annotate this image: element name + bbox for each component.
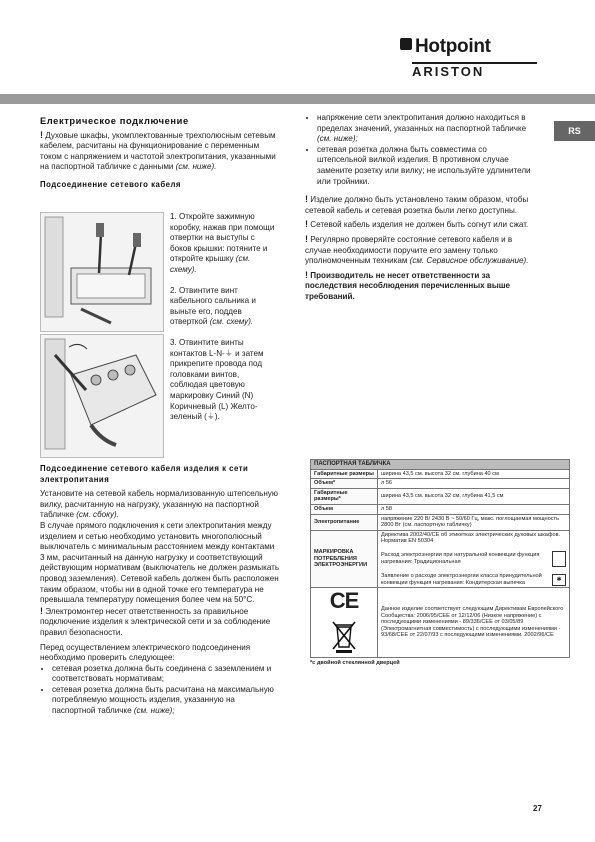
brand-name: Hotpoint [415,36,491,57]
terminal-block-drawing [41,335,163,457]
subheading-cable: Подсоединение сетевого кабеля [40,179,181,189]
list-item: • напряжение сети электропитания должно находиться в пределах значений, указанных на паспортной табличке (см. ниже); [317,113,537,145]
electrician-paragraph: ! Электромонтер несет ответственность за правильное подключение изделия к электрической сети и за соблюдение правил безопасности. [40,605,271,637]
brand-subname: ARISTON [412,64,485,79]
right-column [305,113,537,303]
terminal-box-illustration-1 [40,212,164,332]
list-item: • сетевая розетка должна быть расчитана на максимальную потребляемую мощность изделия, указанную на паспортной табличке (см. ниже); [52,685,280,717]
warning-icon: ! [305,269,308,280]
left-column-top [40,116,280,191]
table-row: CE Данное изделие соответствует следующим Директивам Европейского Сообщества: 2006/95/CEE от 12/12/06 (Низкое напряжение) с последующими изменениями - 89/336/CEE от 03/05/89 (Электромагнитная совместимость) с последующими изменениями - 93/68/CEE от 22/07/93 с последующими изменениями. 2002/96/CE [311,588,570,658]
table-row: Габаритные размеры* ширина 43,5 см. высота 32 см. глубина 41,5 см [311,488,570,504]
table-row: Габаритные размеры ширина 43,5 см. высота 32 см. глубина 40 см [311,469,570,479]
table-footnote: *с двойной стеклянной дверцей [310,659,400,666]
passport-table [310,459,570,658]
page-number: 27 [533,804,542,813]
subheading-mains: Подсоединение сетевого кабеля изделия к сети электропитания [40,464,249,484]
step-3: 3. Отвинтите винты контактов L-N-⏚ и затем прикрепите провода под головками винтов, соблюдая цветовую маркировку Синий (N) Коричневый (L) Желто-зеленый (⏚). [170,337,264,422]
fan-icon: ✱ [552,574,566,586]
passport-table-wrapper [310,459,570,666]
plug-paragraph: Установите на сетевой кабель нормализованную штепсельную вилку, расчитанную на нагрузку, указанную на паспортной табличке (см. сбоку). [40,489,278,520]
left-column-bottom [40,464,280,717]
list-item: • сетевая розетка должна быть соединена с заземлением и соответствовать нормативам; [52,664,280,685]
ce-mark-icon: CE [329,588,359,614]
section-title: Електрическое подключение [40,116,189,126]
warning-icon: ! [40,129,43,140]
language-tab: RS [554,121,595,141]
direct-connection-paragraph: В случае прямого подключения к сети электропитания между изделием и сетью необходимо установить многополюсный выключатель с минимальным расстоянием между контактами 3 мм, расчитанный на данную нагрузку и соответствующий действующим нормативам (выключатель не должен размыкать провод заземления). Сетевой кабель должен быть расположен таким образом, чтобы ни в одной точке его температура не превышала температуру помещения более чем на 50°C. [40,520,280,605]
energy-label-box [552,551,566,567]
cable-bend-paragraph: ! Сетевой кабель изделия не должен быть согнут или сжат. [305,219,529,230]
intro-paragraph: ! Духовые шкафы, укомплектованные трехполюсным сетевым кабелем, расчитаны на функционирование с переменным током с напряжением и частотой электропитания, указанными на паспортной табличке с данными (см. ниже). [40,129,276,172]
passport-header: ПАСПОРТНАЯ ТАБЛИЧКА [311,460,570,470]
table-row: Объем* л 56 [311,479,570,489]
brand-logo-mark [400,38,412,50]
accessibility-paragraph: ! Изделие должно быть установлено таким образом, чтобы сетевой кабель и сетевая розетка были легко доступны. [305,194,529,215]
liability-paragraph: ! Производитель не несет ответственности за последствия несоблюдения перечисленных выше требований. [305,269,511,301]
warning-icon: ! [305,233,308,244]
inspection-paragraph: ! Регулярно проверяйте состояние сетевого кабеля и в случае необходимости поручите его замену только уполномоченным техникам (см. Сервисное обслуживание). [305,233,529,266]
table-row: Объем л 58 [311,504,570,514]
check-paragraph: Перед осуществлением электрического подсоединения необходимо проверить следующее: [40,642,251,663]
step-1: 1. Откройте зажимную коробку, нажав при помощи отвертки на выступы с боков крышки: потяните и откройте крышку (см. схему). [170,212,275,274]
table-row: Электропитание напряжение 220 В/ 2430 В ~ 50/60 Гц, макс. поглощаемая мощность 2800 Вт (см. паспортную табличку) [311,514,570,530]
weee-bin-icon [330,619,358,653]
warning-icon: ! [305,194,308,205]
warning-icon: ! [40,605,43,616]
check-list [40,664,280,717]
list-item: • сетевая розетка должна быть совместима со штепсельной вилкой изделия. В противном случае замените розетку или вилку; не используйте удлинители или тройники. [317,145,537,187]
step-2: 2. Отвинтите винт кабельного сальника и выньте его, поддев отверткой (см. схему). [170,285,256,327]
table-row: МАРКИРОВКА ПОТРЕБЛЕНИЯ ЭЛЕКТРОЭНЕРГИИ Директива 2002/40/CE об этикетках электрических духовых шкафов. Норматив EN 50304 Расход электроэнергии при натуральной конвекции функция нагревания: Традициональная Заявление о расходе электроэнергии класса принудительной конвекции функция нагревания: Кондитерская выпечка ✱ [311,530,570,587]
terminal-box-illustration-2 [40,334,164,458]
check-list-continued [305,113,537,187]
header-bar [0,94,595,104]
warning-icon: ! [305,219,308,230]
terminal-box-drawing [41,213,163,331]
steps-column [170,212,278,423]
